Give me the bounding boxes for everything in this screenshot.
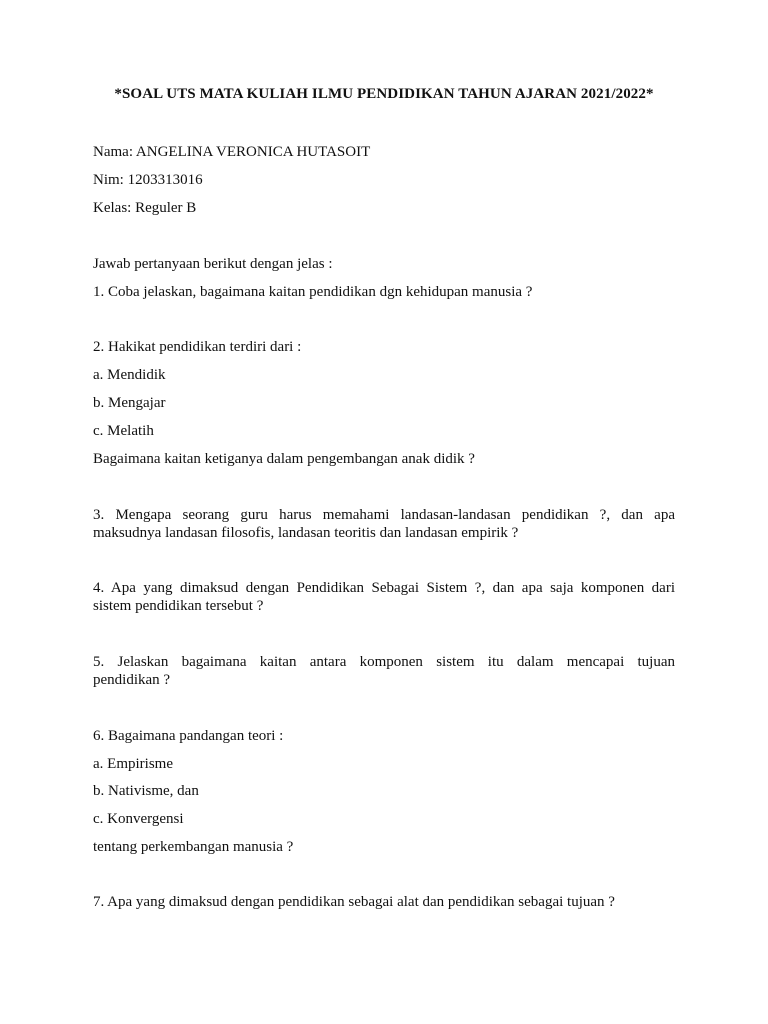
question-6-option-c: c. Konvergensi <box>93 811 184 827</box>
question-1: 1. Coba jelaskan, bagaimana kaitan pendidikan dgn kehidupan manusia ? <box>93 284 533 300</box>
question-3 <box>93 506 675 542</box>
question-6-option-a: a. Empirisme <box>93 756 173 772</box>
student-class: Kelas: Reguler B <box>93 200 197 216</box>
student-name: Nama: ANGELINA VERONICA HUTASOIT <box>93 144 371 160</box>
question-6-question: tentang perkembangan manusia ? <box>93 839 294 855</box>
question-4 <box>93 579 675 615</box>
document-title: *SOAL UTS MATA KULIAH ILMU PENDIDIKAN TAHUN AJARAN 2021/2022* <box>114 86 654 102</box>
question-2-option-b: b. Mengajar <box>93 395 166 411</box>
question-6-option-b: b. Nativisme, dan <box>93 783 199 799</box>
question-7: 7. Apa yang dimaksud dengan pendidikan sebagai alat dan pendidikan sebagai tujuan ? <box>93 894 615 910</box>
question-5 <box>93 653 675 689</box>
question-4-line-2: sistem pendidikan tersebut ? <box>93 598 264 614</box>
question-6-intro: 6. Bagaimana pandangan teori : <box>93 728 284 744</box>
question-2-intro: 2. Hakikat pendidikan terdiri dari : <box>93 339 302 355</box>
question-3-line-2: maksudnya landasan filosofis, landasan teoritis dan landasan empirik ? <box>93 525 519 541</box>
student-nim: Nim: 1203313016 <box>93 172 203 188</box>
question-5-line-1: 5. Jelaskan bagaimana kaitan antara komponen sistem itu dalam mencapai tujuan <box>93 654 675 670</box>
question-2-option-c: c. Melatih <box>93 423 154 439</box>
question-2-question: Bagaimana kaitan ketiganya dalam pengembangan anak didik ? <box>93 451 475 467</box>
question-5-line-2: pendidikan ? <box>93 672 171 688</box>
instruction-text: Jawab pertanyaan berikut dengan jelas : <box>93 256 333 272</box>
question-3-line-1: 3. Mengapa seorang guru harus memahami landasan-landasan pendidikan ?, dan apa <box>93 507 675 523</box>
question-4-line-1: 4. Apa yang dimaksud dengan Pendidikan Sebagai Sistem ?, dan apa saja komponen dari <box>93 580 675 596</box>
question-2-option-a: a. Mendidik <box>93 367 166 383</box>
